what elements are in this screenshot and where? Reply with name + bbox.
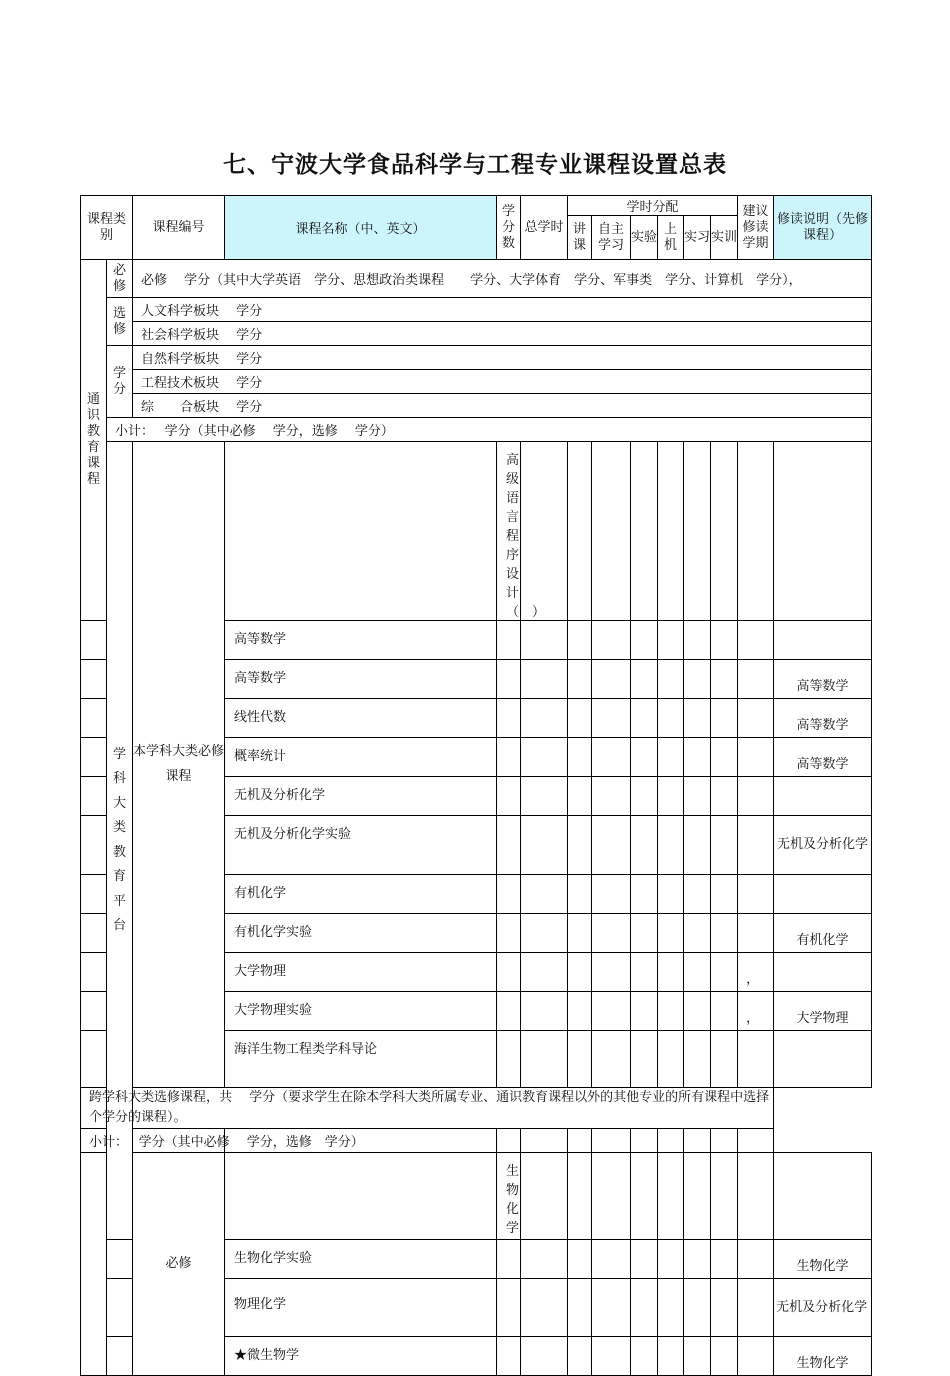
course-name: 概率统计	[225, 738, 497, 777]
course-name: 海洋生物工程类学科导论	[225, 1031, 497, 1088]
curriculum-table	[80, 195, 872, 1376]
course-name: 高等数学	[225, 621, 497, 660]
header-training: 实训	[711, 216, 738, 260]
header-computer: 上机	[658, 216, 684, 260]
general-block: 人文科学板块 学分	[133, 298, 872, 322]
general-subtotal: 小计： 学分（其中必修 学分，选修 学分）	[107, 418, 872, 442]
page-title: 七、宁波大学食品科学与工程专业课程设置总表	[223, 152, 727, 178]
header-semester: 建议修读学期	[738, 196, 774, 260]
course-name: 有机化学实验	[225, 914, 497, 953]
course-name: 无机及分析化学	[225, 777, 497, 816]
header-notes: 修读说明（先修课程）	[774, 196, 872, 260]
course-name: 有机化学	[225, 875, 497, 914]
course-note: 高等数学	[774, 699, 872, 738]
course-note: 大学物理	[774, 992, 872, 1031]
general-block: 社会科学板块 学分	[133, 322, 872, 346]
cross-elective-row	[81, 1088, 872, 1129]
course-note	[774, 621, 872, 660]
discipline-subtotal: 小计： 学分（其中必修 学分，选修 学分）	[81, 1129, 225, 1153]
header-total-hours: 总学时	[521, 196, 568, 260]
course-note: 无机及分析化学	[774, 816, 872, 875]
general-block-row	[81, 298, 872, 322]
major-sub-category: 必修	[133, 1153, 225, 1376]
header-row	[81, 196, 872, 216]
general-block: 自然科学板块 学分	[133, 346, 872, 370]
course-name: 高级语言程序设计（ ）	[497, 442, 521, 621]
header-category: 课程类别	[81, 196, 133, 260]
general-block-row	[81, 346, 872, 370]
course-semester: ，	[738, 992, 774, 1031]
general-required-label: 必修	[107, 260, 133, 298]
course-name: 大学物理	[225, 953, 497, 992]
general-required-row	[81, 260, 872, 298]
general-credit-label: 学分	[107, 346, 133, 418]
course-name: 生物化学实验	[225, 1240, 497, 1279]
header-credits: 学分数	[497, 196, 521, 260]
general-block-row	[81, 322, 872, 346]
course-name: ★微生物学	[225, 1337, 497, 1376]
general-elective-label: 选修	[107, 298, 133, 346]
course-note: 高等数学	[774, 660, 872, 699]
course-row	[81, 1153, 872, 1240]
header-code: 课程编号	[133, 196, 225, 260]
course-note: 生物化学	[774, 1337, 872, 1376]
course-row	[81, 442, 872, 621]
header-hours-distribution: 学时分配	[568, 196, 738, 216]
discipline-subtotal-row	[81, 1129, 872, 1153]
course-note	[774, 1031, 872, 1088]
discipline-category: 学科大类教育平台	[107, 442, 133, 1240]
header-lecture: 讲课	[568, 216, 592, 260]
course-name: 物理化学	[225, 1279, 497, 1337]
header-course-name: 课程名称（中、英文）	[225, 196, 497, 260]
discipline-sub-category: 本学科大类必修课程	[133, 442, 225, 1088]
general-subtotal-row	[81, 418, 872, 442]
course-name: 大学物理实验	[225, 992, 497, 1031]
course-name: 无机及分析化学实验	[225, 816, 497, 875]
general-block: 工程技术板块 学分	[133, 370, 872, 394]
cross-elective-text: 跨学科大类选修课程，共 学分（要求学生在除本学科大类所属专业、通识教育课程以外的其他专业的所有课程中选择 个学分的课程）。	[81, 1088, 774, 1129]
header-self-study: 自主学习	[592, 216, 631, 260]
course-name: 线性代数	[225, 699, 497, 738]
course-name: 生物化学	[497, 1153, 521, 1240]
course-note: 有机化学	[774, 914, 872, 953]
course-note: 生物化学	[774, 1240, 872, 1279]
header-experiment: 实验	[631, 216, 658, 260]
course-note	[774, 953, 872, 992]
course-semester: ，	[738, 953, 774, 992]
header-practice: 实习	[684, 216, 711, 260]
course-note: 高等数学	[774, 738, 872, 777]
course-note	[774, 777, 872, 816]
course-name: 高等数学	[225, 660, 497, 699]
general-category: 通识教育课程	[81, 260, 107, 621]
general-block-row	[81, 370, 872, 394]
course-note	[774, 875, 872, 914]
general-required-text: 必修 学分（其中大学英语 学分、思想政治类课程 学分、大学体育 学分、军事类 学分、计算机 学分），	[133, 260, 872, 298]
general-block: 综 合板块 学分	[133, 394, 872, 418]
general-block-row	[81, 394, 872, 418]
course-note: 无机及分析化学	[774, 1279, 872, 1337]
